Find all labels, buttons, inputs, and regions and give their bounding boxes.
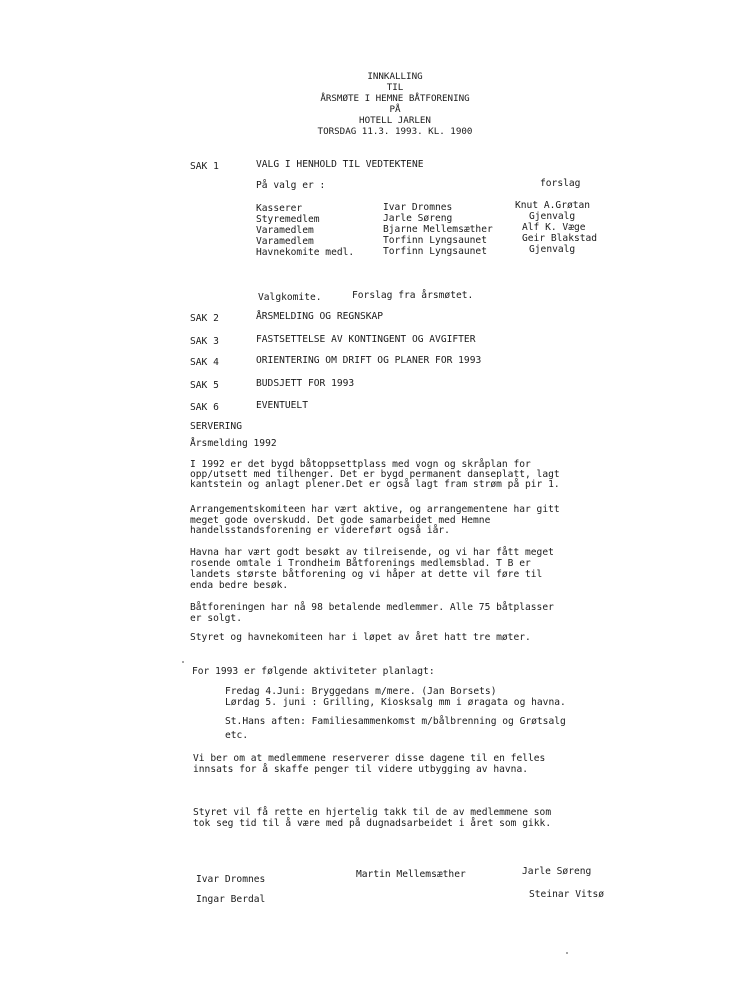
signature-name: Martin Mellemsæther — [356, 869, 466, 880]
report-line: tok seg tid til å være med på dugnadsarbeidet i året som gikk. — [193, 818, 552, 829]
sak1-label: SAK 1 — [190, 161, 219, 172]
report-heading: Årsmelding 1992 — [190, 438, 277, 449]
valgkomite-label: Valgkomite. — [258, 292, 322, 303]
pa-valg-label: På valg er : — [256, 180, 326, 191]
agenda-item-label: SAK 3 — [190, 336, 219, 347]
report-line: I 1992 er det bygd båtoppsettplass med vogn og skråplan for — [190, 459, 531, 470]
signature-name: Jarle Søreng — [522, 866, 592, 877]
forslag-cell: Alf K. Væge — [522, 222, 586, 233]
header-line-meeting: ÅRSMØTE I HEMNE BÅTFORENING — [320, 93, 470, 104]
agenda-item-label: SAK 6 — [190, 402, 219, 413]
plan-item: etc. — [225, 730, 249, 741]
report-line: innsats for å skaffe penger til videre utbygging av havna. — [193, 764, 529, 775]
agenda-item-title: BUDSJETT FOR 1993 — [256, 378, 355, 389]
name-cell: Bjarne Mellemsæther — [383, 224, 493, 235]
signature-name: Ivar Dromnes — [196, 874, 266, 885]
report-line: Styret og havnekomiteen har i løpet av året hatt tre møter. — [190, 632, 531, 643]
valgkomite-note: Forslag fra årsmøtet. — [352, 290, 474, 301]
signature-name: Ingar Berdal — [196, 894, 266, 905]
agenda-item-title: ÅRSMELDING OG REGNSKAP — [256, 311, 384, 322]
name-cell: Torfinn Lyngsaunet — [383, 246, 487, 257]
name-cell: Jarle Søreng — [383, 213, 453, 224]
report-line: Vi ber om at medlemmene reserverer disse dagene til en felles — [193, 753, 546, 764]
report-line: Båtforeningen har nå 98 betalende medlemmer. Alle 75 båtplasser — [190, 602, 554, 613]
name-cell: Torfinn Lyngsaunet — [383, 235, 487, 246]
report-line: landets største båtforening og vi håper at dette vil føre til — [190, 569, 543, 580]
report-line: Styret vil få rette en hjertelig takk til de av medlemmene som — [193, 807, 552, 818]
report-line: enda bedre besøk. — [190, 580, 289, 591]
header-line-pa: PÅ — [389, 104, 401, 115]
forslag-cell: Gjenvalg — [529, 244, 576, 255]
forslag-cell: Knut A.Grøtan — [515, 200, 591, 211]
agenda-item-label: SAK 4 — [190, 357, 219, 368]
agenda-item-title: FASTSETTELSE AV KONTINGENT OG AVGIFTER — [256, 334, 476, 345]
signature-name: Steinar Vitsø — [529, 889, 605, 900]
agenda-item-title: EVENTUELT — [256, 400, 308, 411]
report-line: er solgt. — [190, 613, 242, 624]
plan-item: St.Hans aften: Familiesammenkomst m/bålbrenning og Grøtsalg — [225, 716, 566, 727]
forslag-cell: Gjenvalg — [529, 211, 576, 222]
forslag-header: forslag — [540, 178, 581, 189]
agenda-item-title: ORIENTERING OM DRIFT OG PLANER FOR 1993 — [256, 355, 482, 366]
plan-item: Fredag 4.Juni: Bryggedans m/mere. (Jan Borsets) — [225, 686, 497, 697]
agenda-item-label: SAK 2 — [190, 313, 219, 324]
header-line-til: TIL — [386, 82, 404, 93]
role-cell: Varamedlem — [256, 225, 314, 236]
header-line-venue: HOTELL JARLEN — [359, 115, 431, 126]
plan-intro: For 1993 er følgende aktiviteter planlagt: — [192, 666, 435, 677]
role-cell: Kasserer — [256, 203, 303, 214]
header-line-innkalling: INNKALLING — [367, 71, 423, 82]
role-cell: Varamedlem — [256, 236, 314, 247]
scan-speck — [182, 661, 184, 663]
header-line-date: TORSDAG 11.3. 1993. KL. 1900 — [317, 126, 473, 137]
forslag-cell: Geir Blakstad — [522, 233, 598, 244]
servering-label: SERVERING — [190, 421, 242, 432]
scan-speck — [566, 952, 568, 954]
report-line: kantstein og anlagt plener.Det er også lagt fram strøm på pir 1. — [190, 479, 560, 490]
report-line: meget gode overskudd. Det gode samarbeidet med Hemne — [190, 515, 491, 526]
agenda-item-label: SAK 5 — [190, 380, 219, 391]
report-line: opp/utsett med tilhenger. Det er bygd permanent danseplatt, lagt — [190, 469, 560, 480]
name-cell: Ivar Dromnes — [383, 202, 453, 213]
role-cell: Havnekomite medl. — [256, 247, 355, 258]
plan-item: Lørdag 5. juni : Grilling, Kiosksalg mm i øragata og havna. — [225, 697, 566, 708]
role-cell: Styremedlem — [256, 214, 320, 225]
report-line: handelsstandsforening er videreført også iår. — [190, 525, 450, 536]
report-line: Havna har vært godt besøkt av tilreisende, og vi har fått meget — [190, 547, 554, 558]
sak1-title: VALG I HENHOLD TIL VEDTEKTENE — [256, 159, 424, 170]
report-line: Arrangementskomiteen har vært aktive, og arrangementene har gitt — [190, 504, 560, 515]
report-line: rosende omtale i Trondheim Båtforenings medlemsblad. T B er — [190, 558, 531, 569]
